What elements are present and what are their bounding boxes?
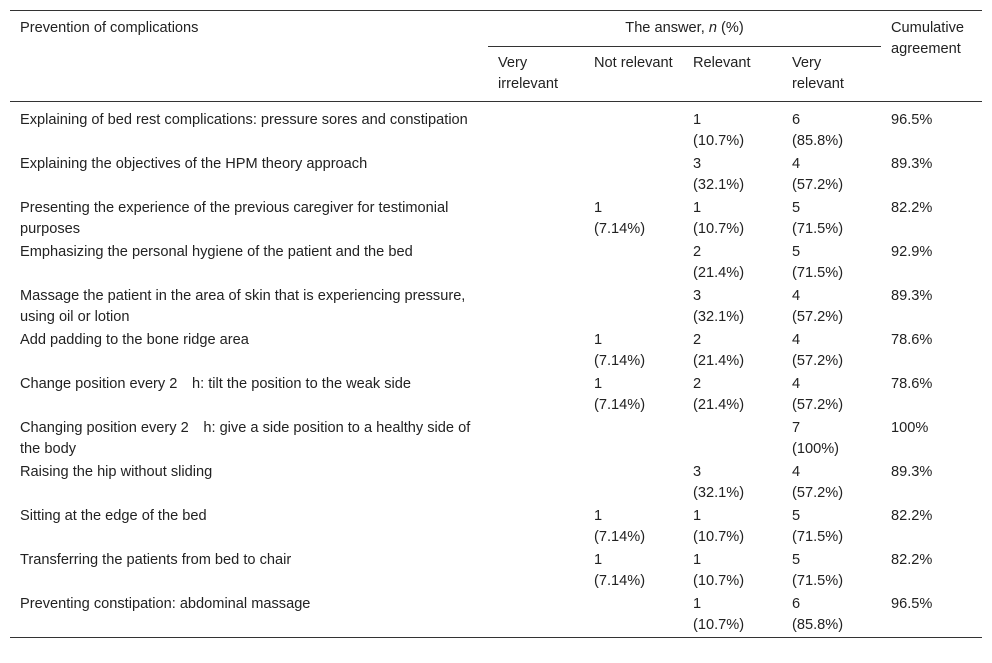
count-value: 1 [693,200,702,216]
count-value: 1 [594,552,603,568]
count-value: 2 [693,332,702,348]
cell-very-irrelevant [488,549,584,593]
table-row [10,285,982,329]
cell-not-relevant [584,417,683,461]
count-value: 1 [594,376,603,392]
count-value: 1 [693,596,702,612]
table-row [10,417,982,461]
count-value: 1 [693,508,702,524]
cell-not-relevant [584,102,683,154]
count-value: 1 [594,508,603,524]
percent-value: (85.8%) [792,133,844,149]
count-value: 1 [594,200,603,216]
cell-very-irrelevant [488,417,584,461]
cell-relevant [683,417,782,461]
count-value: 4 [792,288,801,304]
cell-very-relevant [782,593,881,638]
cell-not-relevant [584,549,683,593]
percent-value: (10.7%) [693,617,745,633]
percent-value: (57.2%) [792,353,844,369]
cell-item: Changing position every 2 h: give a side position to a healthy side of the body [20,420,471,457]
table-row [10,153,982,197]
cell-relevant [683,241,782,285]
count-value: 7 [792,420,801,436]
percent-value: (10.7%) [693,573,745,589]
prevention-table [10,10,982,638]
cell-not-relevant [584,593,683,638]
percent-value: (71.5%) [792,265,844,281]
cell-relevant [683,102,782,154]
percent-value: (57.2%) [792,397,844,413]
count-value: 5 [792,244,801,260]
cell-item: Sitting at the edge of the bed [20,508,207,524]
percent-value: (7.14%) [594,529,646,545]
cell-very-irrelevant [488,329,584,373]
count-value: 1 [693,112,702,128]
percent-value: (7.14%) [594,353,646,369]
cell-item: Massage the patient in the area of skin that is experiencing pressure, using oil or lotion [20,288,466,325]
cell-cumulative: 92.9% [891,244,933,260]
cell-relevant [683,549,782,593]
cell-very-irrelevant [488,285,584,329]
percent-value: (32.1%) [693,309,745,325]
count-value: 4 [792,376,801,392]
cell-relevant [683,329,782,373]
cell-item: Preventing constipation: abdominal massage [20,596,311,612]
cell-very-relevant [782,373,881,417]
cell-not-relevant [584,241,683,285]
cell-cumulative: 78.6% [891,332,933,348]
table-row [10,329,982,373]
percent-value: (32.1%) [693,485,745,501]
cell-not-relevant [584,153,683,197]
count-value: 1 [594,332,603,348]
cell-cumulative: 82.2% [891,508,933,524]
cell-very-relevant [782,102,881,154]
column-header-relevant: Relevant [693,55,751,71]
count-value: 5 [792,552,801,568]
count-value: 1 [693,552,702,568]
table-row [10,549,982,593]
cell-cumulative: 100% [891,420,929,436]
cell-item: Raising the hip without sliding [20,464,213,480]
cell-relevant [683,153,782,197]
count-value: 4 [792,464,801,480]
percent-value: (57.2%) [792,485,844,501]
cell-cumulative: 89.3% [891,156,933,172]
table-row [10,593,982,638]
count-value: 3 [693,288,702,304]
cell-very-irrelevant [488,461,584,505]
count-value: 4 [792,156,801,172]
percent-value: (21.4%) [693,353,745,369]
percent-value: (21.4%) [693,265,745,281]
column-header-very-relevant: Very relevant [792,55,844,92]
cell-item: Add padding to the bone ridge area [20,332,249,348]
cell-very-relevant [782,549,881,593]
cell-very-irrelevant [488,241,584,285]
cell-not-relevant [584,197,683,241]
percent-value: (10.7%) [693,133,745,149]
table-body [10,102,982,638]
column-header-item: Prevention of complications [20,20,199,36]
cell-cumulative: 89.3% [891,288,933,304]
cell-item: Explaining of bed rest complications: pressure sores and constipation [20,112,468,128]
cell-very-relevant [782,505,881,549]
count-value: 3 [693,156,702,172]
cell-item: Transferring the patients from bed to chair [20,552,292,568]
table-row [10,373,982,417]
cell-cumulative: 96.5% [891,112,933,128]
cell-very-relevant [782,153,881,197]
count-value: 2 [693,244,702,260]
percent-value: (57.2%) [792,177,844,193]
header-row [10,11,982,47]
cell-relevant [683,461,782,505]
cell-not-relevant [584,285,683,329]
table-row [10,197,982,241]
cell-cumulative: 89.3% [891,464,933,480]
percent-value: (7.14%) [594,573,646,589]
column-header-answer-group [488,11,881,47]
cell-very-relevant [782,417,881,461]
cell-very-irrelevant [488,102,584,154]
cell-item: Emphasizing the personal hygiene of the patient and the bed [20,244,413,260]
table-row [10,241,982,285]
percent-value: (85.8%) [792,617,844,633]
percent-value: (71.5%) [792,573,844,589]
cell-relevant [683,285,782,329]
percent-value: (21.4%) [693,397,745,413]
column-header-cumulative: Cumulative agreement [891,20,965,57]
percent-value: (10.7%) [693,529,745,545]
table-container [10,10,982,638]
table-row [10,102,982,154]
cell-item: Presenting the experience of the previous caregiver for testimonial purposes [20,200,449,237]
cell-very-relevant [782,461,881,505]
cell-not-relevant [584,505,683,549]
cell-very-irrelevant [488,593,584,638]
cell-very-irrelevant [488,197,584,241]
table-row [10,461,982,505]
cell-very-relevant [782,329,881,373]
cell-very-relevant [782,285,881,329]
cell-cumulative: 78.6% [891,376,933,392]
percent-value: (10.7%) [693,221,745,237]
percent-value: (71.5%) [792,529,844,545]
count-value: 6 [792,596,801,612]
cell-item: Explaining the objectives of the HPM theory approach [20,156,368,172]
cell-very-relevant [782,241,881,285]
cell-relevant [683,505,782,549]
cell-not-relevant [584,461,683,505]
cell-item: Change position every 2 h: tilt the position to the weak side [20,376,412,392]
count-value: 3 [693,464,702,480]
column-header-very-irrelevant: Very irrelevant [498,55,559,92]
cell-cumulative: 82.2% [891,552,933,568]
cell-cumulative: 82.2% [891,200,933,216]
cell-not-relevant [584,373,683,417]
cell-very-irrelevant [488,153,584,197]
column-header-not-relevant: Not relevant [594,55,673,71]
cell-cumulative: 96.5% [891,596,933,612]
count-value: 6 [792,112,801,128]
cell-not-relevant [584,329,683,373]
cell-relevant [683,593,782,638]
answer-label-suffix: (%) [716,20,744,36]
cell-very-irrelevant [488,505,584,549]
count-value: 5 [792,508,801,524]
answer-label-prefix: The answer, [625,20,709,36]
table-row [10,505,982,549]
percent-value: (71.5%) [792,221,844,237]
count-value: 4 [792,332,801,348]
percent-value: (100%) [792,441,840,457]
percent-value: (7.14%) [594,221,646,237]
count-value: 5 [792,200,801,216]
percent-value: (7.14%) [594,397,646,413]
answer-label-n: n [708,20,717,36]
cell-very-irrelevant [488,373,584,417]
cell-relevant [683,373,782,417]
percent-value: (32.1%) [693,177,745,193]
percent-value: (57.2%) [792,309,844,325]
cell-relevant [683,197,782,241]
cell-very-relevant [782,197,881,241]
count-value: 2 [693,376,702,392]
